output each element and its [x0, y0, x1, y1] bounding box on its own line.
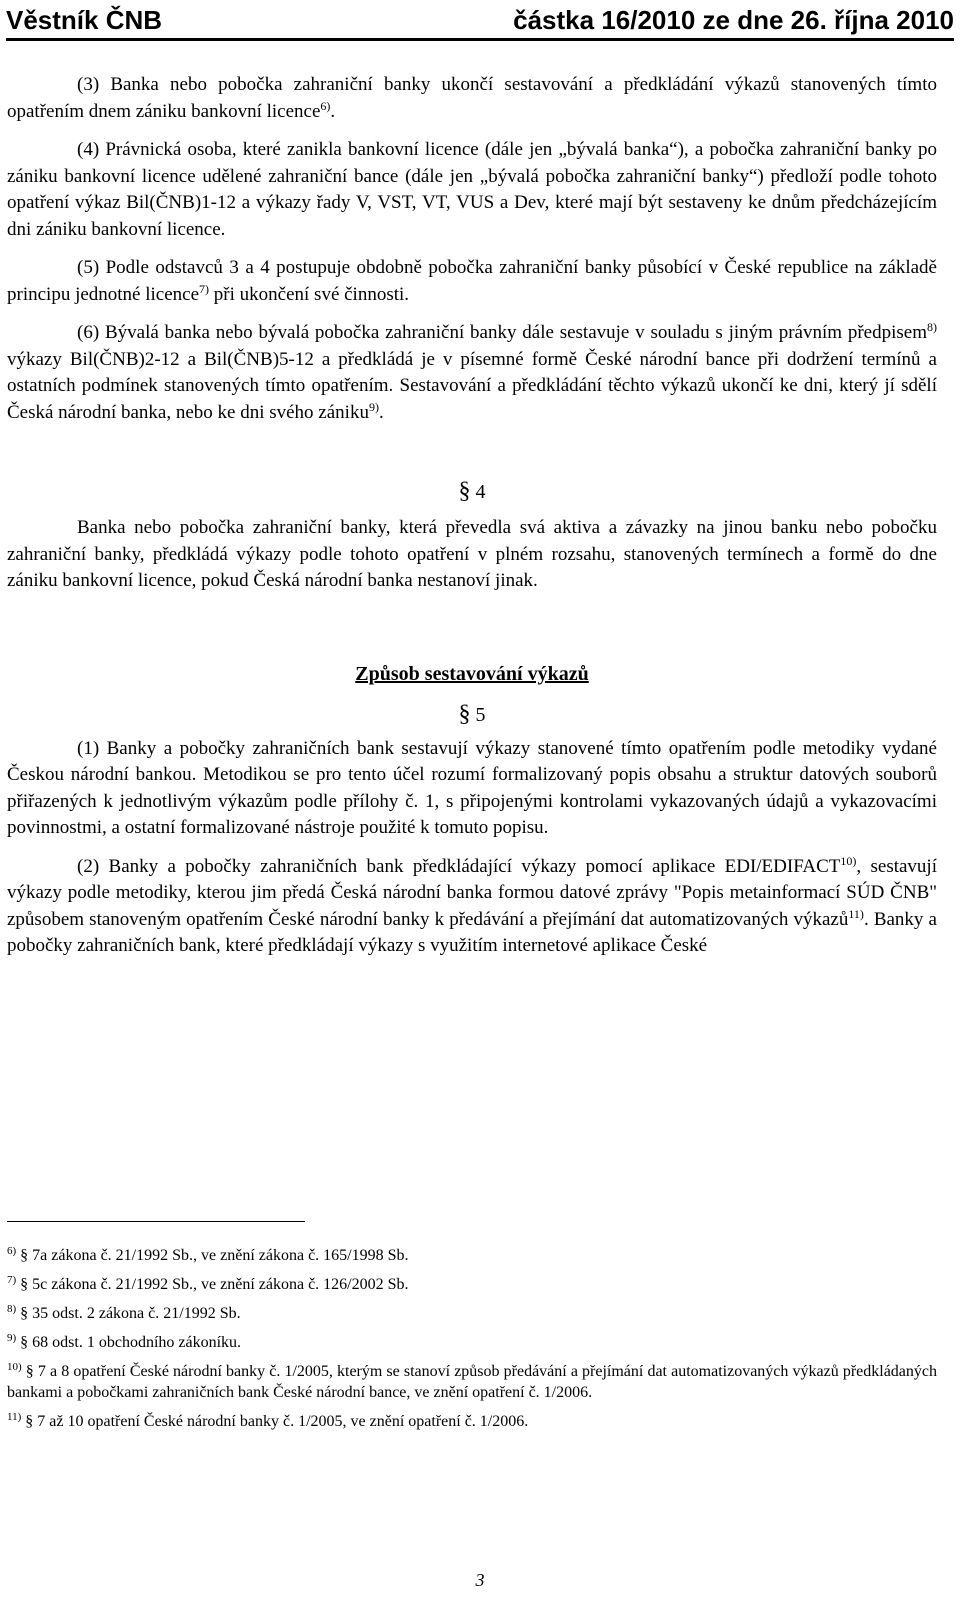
footnotes	[7, 1245, 937, 1432]
paragraph-5: (5) Podle odstavců 3 a 4 postupuje obdobně pobočka zahraniční banky působící v České republice na základě principu jednotné licence$^{7)}$ při ukončení své činnosti.	[7, 257, 937, 305]
section-number: 5	[475, 703, 486, 726]
page-header	[6, 4, 954, 41]
paragraph-3: (3) Banka nebo pobočka zahraniční banky ukončí sestavování a předkládání výkazů stanovených tímto opatřením dnem zániku bankovní licence$^{6)}$.	[7, 74, 937, 122]
footnote-10: $^{10)}$ § 7 a 8 opatření České národní banky č. 1/2005, kterým se stanoví způsob předávání a přejímání dat automatizovaných výkazů předkládaných bankami a pobočkami zahraničních bank České národní bance, ve znění opatření č. 1/2006.	[7, 1361, 937, 1401]
footnote-7: $^{7)}$ § 5c zákona č. 21/1992 Sb., ve znění zákona č. 126/2002 Sb.	[7, 1274, 409, 1293]
journal-title: Věstník ČNB	[6, 5, 163, 35]
section-number: 4	[475, 481, 486, 503]
footnote-6: $^{6)}$ § 7a zákona č. 21/1992 Sb., ve znění zákona č. 165/1998 Sb.	[7, 1245, 409, 1264]
footnote-8: $^{8)}$ § 35 odst. 2 zákona č. 21/1992 Sb.	[7, 1303, 241, 1322]
section-4-text: Banka nebo pobočka zahraniční banky, která převedla svá aktiva a závazky na jinou banku nebo pobočku zahraniční banky, předkládá výkazy podle tohoto opatření v plném rozsahu, stanovených termínech a formě do dne zániku bankovní licence, pokud Česká národní banka nestanoví jinak.	[7, 517, 937, 591]
footnote-divider	[7, 1221, 305, 1222]
section-symbol: §	[458, 700, 471, 727]
footnote-11: $^{11)}$ § 7 až 10 opatření České národní banky č. 1/2005, ve znění opatření č. 1/2006.	[7, 1411, 529, 1430]
document-body	[7, 72, 937, 960]
issue-date: částka 16/2010 ze dne 26. října 2010	[513, 5, 954, 35]
paragraph-4: (4) Právnická osoba, které zanikla bankovní licence (dále jen „bývalá banka“), a pobočka zahraniční banky po zániku bankovní licence udělené zahraniční bance (dále jen „bývalá pobočka zahraniční banky“) předloží podle tohoto opatření výkaz Bil(ČNB)1-12 a výkazy řady V, VST, VT, VUS a Dev, které mají být sestaveny ke dnům předcházejícím dni zániku bankovní licence.	[7, 139, 937, 240]
page-number: 3	[475, 1570, 485, 1590]
footnote-ref-10: 10)	[840, 853, 857, 868]
footnote-ref-7: 7)	[199, 281, 210, 296]
footnote-ref-9: 9)	[368, 399, 379, 414]
section-5-paragraph-2: (2) Banky a pobočky zahraničních bank předkládající výkazy pomocí aplikace EDI/EDIFACT$^{10)}$, sestavují výkazy podle metodiky, kterou jim předá Česká národní banka formou datové zprávy "Popis metainformací SÚD ČNB" způsobem stanoveným opatřením České národní banky k předávání a přejímání dat automatizovaných výkazů$^{11)}$. Banky a pobočky zahraničních bank, které předkládají výkazy s využitím internetové aplikace České	[7, 853, 937, 956]
paragraph-6: (6) Bývalá banka nebo bývalá pobočka zahraniční banky dále sestavuje v souladu s jiným právním předpisem$^{8)}$ výkazy Bil(ČNB)2-12 a Bil(ČNB)5-12 a předkládá je v písemné formě České národní bance při dodržení termínů a ostatních podmínek stanovených tímto opatřením. Sestavování a předkládání těchto výkazů ukončí ke dni, který jí sdělí Česká národní banka, nebo ke dni svého zániku$^{9)}$.	[7, 320, 937, 423]
footnote-ref-6: 6)	[320, 98, 331, 113]
section-5-paragraph-1: (1) Banky a pobočky zahraničních bank sestavují výkazy stanovené tímto opatřením podle metodiky vydané Českou národní bankou. Metodikou se pro tento účel rozumí formalizovaný popis obsahu a struktur datových souborů přiřazených k jednotlivým výkazům podle přílohy č. 1, s připojenými kontrolami vykazovaných údajů a vykazovacími povinnostmi, a ostatní formalizované nástroje použité k tomuto popisu.	[7, 737, 937, 838]
section-4-mark	[7, 478, 937, 505]
footnote-ref-8: 8)	[927, 320, 937, 334]
section-5-mark	[7, 701, 937, 728]
footnote-ref-11: 11)	[848, 906, 864, 921]
footnote-9: $^{9)}$ § 68 odst. 1 obchodního zákoníku.	[7, 1332, 242, 1351]
section-heading: Způsob sestavování výkazů	[355, 662, 589, 685]
section-symbol: §	[458, 478, 471, 504]
